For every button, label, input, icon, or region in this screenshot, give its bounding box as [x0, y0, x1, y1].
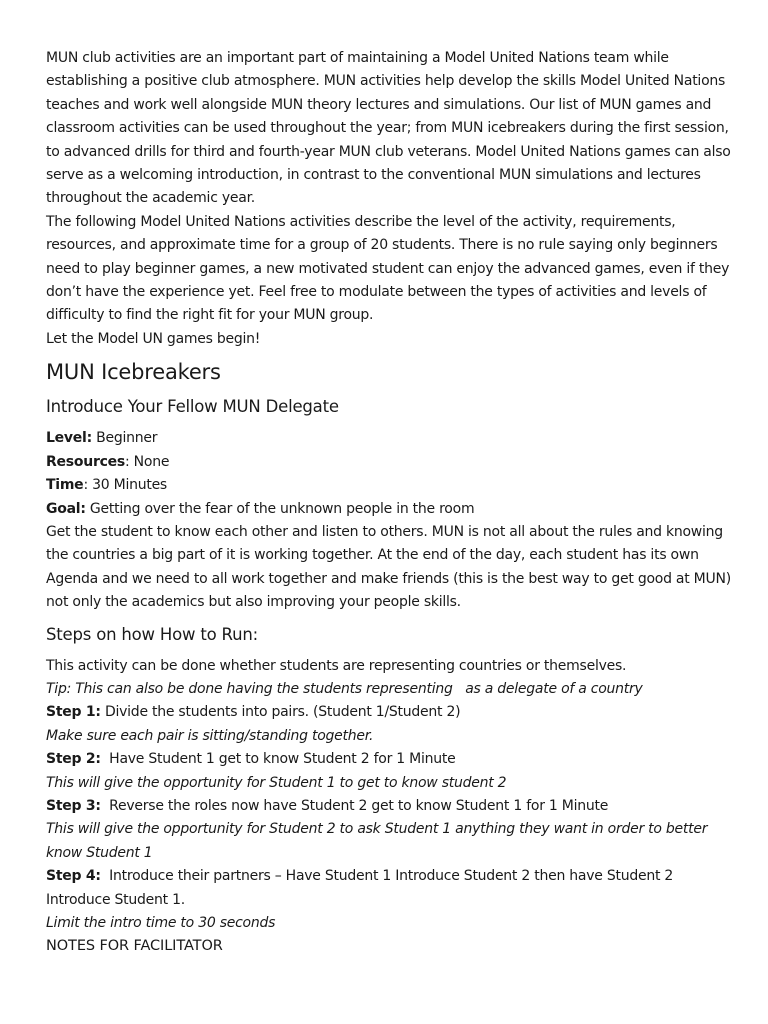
step-2-note-italic: This will give the opportunity for Student 1 to get to know student 2 [46, 774, 507, 791]
step-4-note-italic: Limit the intro time to 30 seconds [46, 915, 276, 931]
step-2-text: Have Student 1 get to know Student 2 for 1 Minute [100, 751, 456, 768]
step-4-label: Step 4: [46, 868, 101, 885]
intro-paragraph-2: The following Model United Nations activities describe the level of the activity, requirements, resources, and approximate time for a group of 20 students. There is no rule saying only beginners need to play beginner games, a new motivated student can enjoy the advanced games, even if they don’t have the experience yet. Feel free to modulate between the types of activities and levels of difficulty to find the right fit for your MUN group. [46, 213, 730, 324]
activity-title: Introduce Your Fellow MUN Delegate [46, 397, 339, 417]
step-4 [46, 865, 736, 912]
step-2 [46, 748, 736, 771]
meta-goal-value: Getting over the fear of the unknown people in the room [85, 500, 475, 517]
steps-block [46, 655, 736, 959]
intro-paragraph-1: MUN club activities are an important part of maintaining a Model United Nations team while establishing a positive club atmosphere. MUN activities help develop the skills Model United Nations teaches and work well alongside MUN theory lectures and simulations. Our list of MUN games and classroom activities can be used throughout the year; from MUN icebreakers during the first session, to advanced drills for third and fourth-year MUN club veterans. Model United Nations games can also serve as a welcoming introduction, in contrast to the conventional MUN simulations and lectures throughout the academic year. [46, 50, 731, 207]
meta-goal [46, 498, 736, 521]
meta-level-label: Level: [46, 430, 92, 447]
step-4-text: Introduce their partners – Have Student 1 Introduce Student 2 then have Student 2 Introduce Student 1. [46, 868, 682, 908]
step-3-note [46, 818, 736, 865]
meta-time-value: : 30 Minutes [83, 477, 167, 494]
activity-meta [46, 427, 736, 521]
step-3 [46, 795, 736, 818]
step-3-label: Step 3: [46, 797, 101, 814]
meta-resources [46, 451, 736, 474]
section-heading: MUN Icebreakers [46, 360, 221, 385]
meta-level-value: Beginner [91, 430, 158, 447]
step-1 [46, 701, 736, 724]
step-1-label: Step 1: [46, 704, 101, 721]
step-1-note [46, 725, 736, 748]
step-3-text: Reverse the roles now have Student 2 get to know Student 1 for 1 Minute [100, 797, 609, 814]
meta-time-label: Time [46, 477, 84, 494]
step-2-label: Step 2: [46, 751, 101, 768]
activity-description: Get the student to know each other and listen to others. MUN is not all about the rules and knowing the countries a big part of it is working together. At the end of the day, each student has its own Agenda and we need to all work together and make friends (this is the best way to get good at MUN) not only the academics but also improving your people skills. [46, 523, 731, 611]
meta-level [46, 427, 736, 450]
meta-resources-label: Resources [46, 453, 125, 470]
meta-time [46, 474, 736, 497]
meta-resources-value: : None [124, 453, 170, 470]
steps-heading: Steps on how How to Run: [46, 624, 258, 644]
intro-paragraph-3: Let the Model UN games begin! [46, 330, 261, 347]
meta-goal-label: Goal: [46, 500, 86, 517]
step-1-note-italic: Make sure each pair is sitting/standing together. [46, 727, 374, 744]
step-3-note-italic: This will give the opportunity for Student 2 to ask Student 1 anything they want in order to better know Student 1 [46, 821, 708, 861]
step-4-note [46, 912, 736, 935]
step-2-note [46, 772, 736, 795]
steps-intro: This activity can be done whether students are representing countries or themselves. [46, 657, 627, 674]
tip-text [46, 678, 736, 701]
step-1-text: Divide the students into pairs. (Student 1/Student 2) [100, 704, 461, 721]
tip-text-italic: Tip: This can also be done having the students representing as a delegate of a country [46, 680, 643, 697]
article [46, 47, 736, 959]
notes-heading: NOTES FOR FACILITATOR [46, 938, 223, 955]
